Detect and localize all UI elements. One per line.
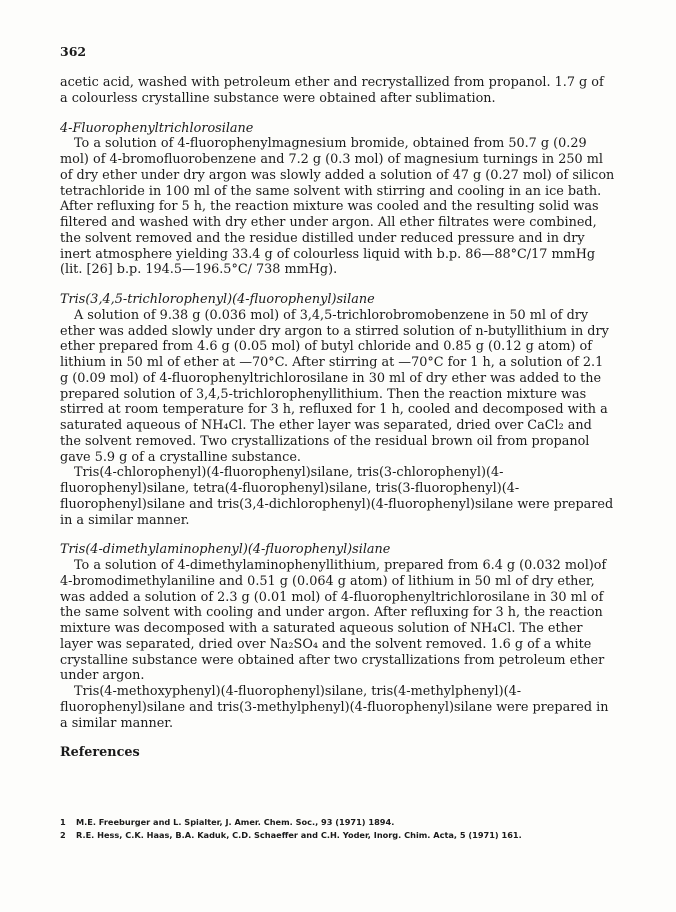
- reference-text: R.E. Hess, C.K. Haas, B.A. Kaduk, C.D. Schaeffer and C.H. Yoder, Inorg. Chim. Acta, 5 (1971) 161.: [76, 830, 522, 840]
- body-paragraph: Tris(4-chlorophenyl)(4-fluorophenyl)silane, tris(3-chlorophenyl)(4-fluorophenyl)silane, tetra(4-fluorophenyl)silane, tris(3-fluorophenyl)(4-fluorophenyl)silane and tris(3,4-dichlorophenyl)(4-fluorophenyl)silane were prepared in a similar manner.: [60, 465, 614, 528]
- intro-paragraph: acetic acid, washed with petroleum ether and recrystallized from propanol. 1.7 g of a colourless crystalline substance were obtained after sublimation.: [60, 75, 604, 106]
- references-list: [60, 816, 620, 842]
- main-text: [60, 75, 615, 761]
- reference-number: 2: [60, 830, 66, 840]
- section-heading: Tris(3,4,5-trichlorophenyl)(4-fluorophenyl)silane: [60, 292, 375, 307]
- reference-text: M.E. Freeburger and L. Spialter, J. Amer. Chem. Soc., 93 (1971) 1894.: [76, 817, 395, 827]
- body-paragraph: To a solution of 4-fluorophenylmagnesium bromide, obtained from 50.7 g (0.29 mol) of 4-bromofluorobenzene and 7.2 g (0.3 mol) of magnesium turnings in 250 ml of dry ether under dry argon was slowly added a solution of 47 g (0.27 mol) of silicon tetrachloride in 100 ml of the same solvent with stirring and cooling in an ice bath. After refluxing for 5 h, the reaction mixture was cooled and the resulting solid was filtered and washed with dry ether under argon. All ether filtrates were combined, the solvent removed and the residue distilled under reduced pressure and in dry inert atmosphere yielding 33.4 g of colourless liquid with b.p. 86—88°C/17 mmHg (lit. [26] b.p. 194.5—196.5°C/ 738 mmHg).: [60, 136, 615, 278]
- section-heading: Tris(4-dimethylaminophenyl)(4-fluorophenyl)silane: [60, 542, 391, 558]
- body-paragraph: To a solution of 4-dimethylaminophenyllithium, prepared from 6.4 g (0.032 mol)of 4-bromodimethylaniline and 0.51 g (0.064 g atom) of lithium in 50 ml of dry ether, was added a solution of 2.3 g (0.01 mol) of 4-fluorophenyltrichlorosilane in 30 ml of the same solvent with cooling and under argon. After refluxing for 3 h, the reaction mixture was decomposed with a saturated aqueous solution of NH₄Cl. The ether layer was separated, dried over Na₂SO₄ and the solvent removed. 1.6 g of a white crystalline substance were obtained after two crystallizations from petroleum ether under argon.: [60, 558, 607, 684]
- body-paragraph: A solution of 9.38 g (0.036 mol) of 3,4,5-trichlorobromobenzene in 50 ml of dry ether was added slowly under dry argon to a stirred solution of n-butyllithium in dry ether prepared from 4.6 g (0.05 mol) of butyl chloride and 0.85 g (0.12 g atom) of lithium in 50 ml of ether at —70°C. After stirring at —70°C for 1 h, a solution of 2.1 g (0.09 mol) of 4-fluorophenyltrichlorosilane in 30 ml of dry ether was added to the prepared solution of 3,4,5-trichlorophenyllithium. Then the reaction mixture was stirred at room temperature for 3 h, refluxed for 1 h, cooled and decomposed with a saturated aqueous of NH₄Cl. The ether layer was separated, dried over CaCl₂ and the solvent removed. Two crystallizations of the residual brown oil from propanol gave 5.9 g of a crystalline substance.: [60, 307, 609, 465]
- reference-item: [60, 816, 620, 829]
- page-number: 362: [60, 44, 87, 59]
- references-title: References: [60, 745, 140, 761]
- body-paragraph: Tris(4-methoxyphenyl)(4-fluorophenyl)silane, tris(4-methylphenyl)(4-fluorophenyl)silane and tris(3-methylphenyl)(4-fluorophenyl)silane were prepared in a similar manner.: [60, 684, 609, 731]
- reference-number: 1: [60, 817, 66, 827]
- reference-item: [60, 829, 620, 842]
- section-heading: 4-Fluorophenyltrichlorosilane: [60, 120, 254, 136]
